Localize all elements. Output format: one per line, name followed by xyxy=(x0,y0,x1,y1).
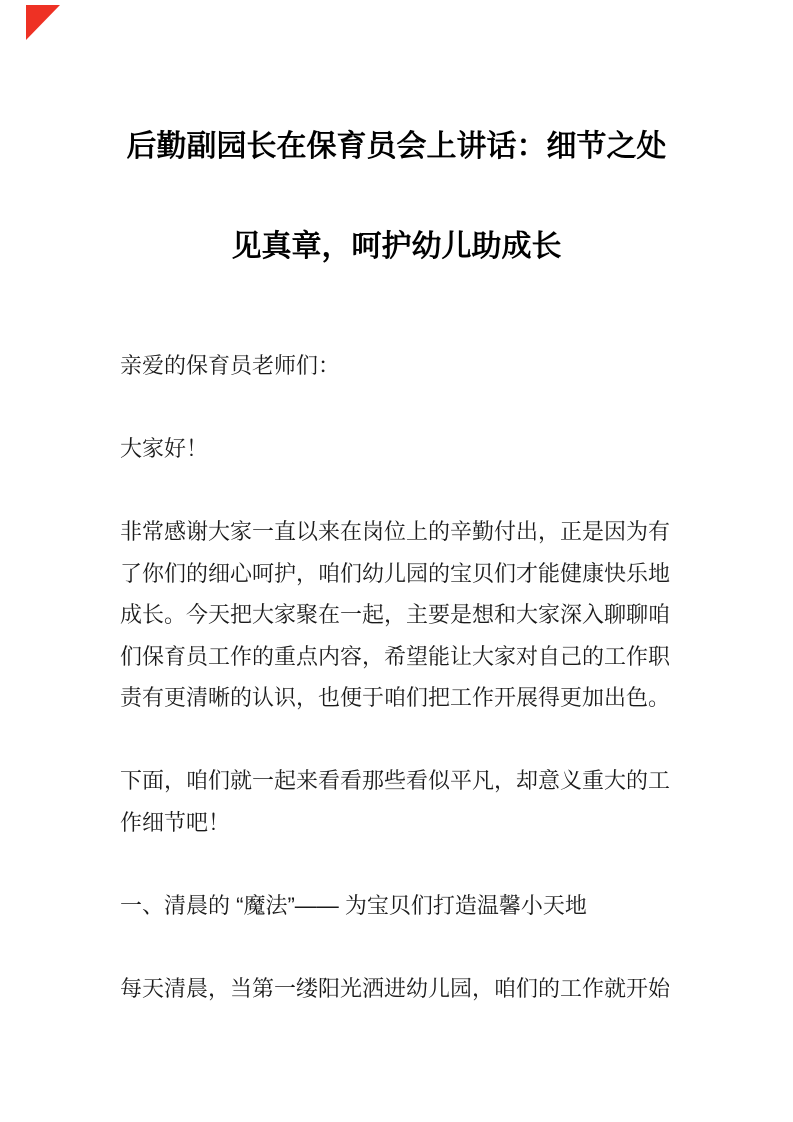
paragraph-body-2: 下面，咱们就一起来看看那些看似平凡，却意义重大的工作细节吧！ xyxy=(120,768,671,835)
paragraph-body-3: 每天清晨，当第一缕阳光洒进幼儿园，咱们的工作就开始 xyxy=(120,975,671,1001)
paragraph-salutation: 亲爱的保育员老师们： xyxy=(120,353,341,378)
section-heading-1: 一、清晨的 “魔法”—— 为宝贝们打造温馨小天地 xyxy=(120,892,587,918)
document-title-line-2: 见真章，呵护幼儿助成长 xyxy=(231,230,562,263)
paragraph-body-1: 非常感谢大家一直以来在岗位上的辛勤付出，正是因为有了你们的细心呵护，咱们幼儿园的宝贝们才能健康快乐地成长。今天把大家聚在一起，主要是想和大家深入聊聊咱们保育员工作的重点内容，希望能让大家对自己的工作职责有更清晰的认识，也便于咱们把工作开展得更加出色。 xyxy=(120,519,671,710)
paragraph-greeting: 大家好！ xyxy=(120,436,209,461)
document-title-line-1: 后勤副园长在保育员会上讲话：细节之处 xyxy=(126,130,667,163)
document-title xyxy=(120,97,673,297)
